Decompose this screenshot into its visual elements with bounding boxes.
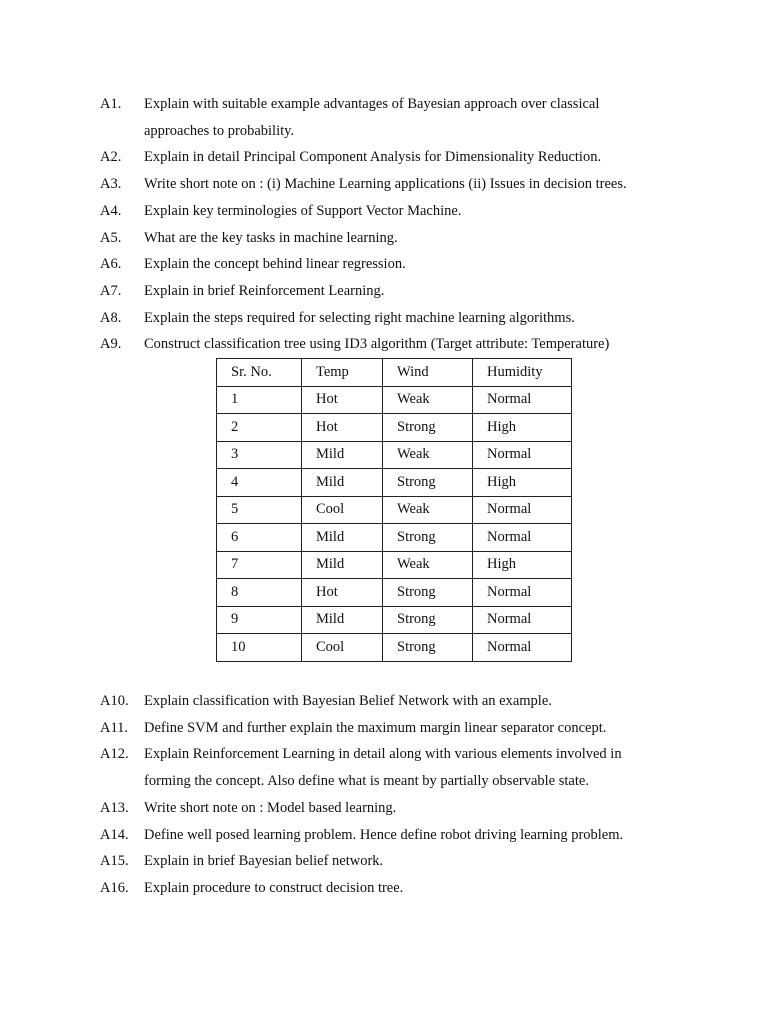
cell-temp: Cool: [302, 634, 383, 662]
cell-sr-no: 6: [217, 524, 302, 552]
table-row: [217, 551, 572, 579]
cell-humidity: High: [473, 414, 572, 442]
question-number: A2.: [100, 149, 122, 166]
question-text: Explain in brief Reinforcement Learning.: [144, 282, 385, 299]
id3-data-table: [216, 358, 572, 662]
cell-humidity: High: [473, 551, 572, 579]
cell-temp: Hot: [302, 386, 383, 414]
table-row: [217, 414, 572, 442]
question-item: [100, 875, 660, 902]
table-row: [217, 634, 572, 662]
table-row: [217, 579, 572, 607]
question-number: A11.: [100, 719, 129, 736]
table-header-row: [217, 359, 572, 387]
question-item: [100, 251, 660, 278]
question-number: A8.: [100, 309, 122, 326]
question-item: [100, 688, 660, 715]
header-temp: Temp: [302, 359, 383, 387]
cell-temp: Mild: [302, 469, 383, 497]
header-wind: Wind: [383, 359, 473, 387]
cell-temp: Hot: [302, 579, 383, 607]
cell-temp: Mild: [302, 551, 383, 579]
cell-wind: Strong: [383, 634, 473, 662]
question-item: [100, 91, 660, 144]
question-number: A5.: [100, 229, 122, 246]
cell-humidity: Normal: [473, 386, 572, 414]
cell-wind: Weak: [383, 496, 473, 524]
question-item: [100, 198, 660, 225]
question-text: What are the key tasks in machine learning.: [144, 229, 398, 246]
question-number: A14.: [100, 826, 129, 843]
cell-sr-no: 1: [217, 386, 302, 414]
question-text: Explain procedure to construct decision tree.: [144, 879, 404, 896]
cell-temp: Mild: [302, 524, 383, 552]
cell-sr-no: 8: [217, 579, 302, 607]
table-row: [217, 496, 572, 524]
question-text: Explain in detail Principal Component Analysis for Dimensionality Reduction.: [144, 149, 602, 166]
question-number: A3.: [100, 176, 122, 193]
cell-wind: Strong: [383, 606, 473, 634]
question-number: A1.: [100, 96, 122, 112]
question-item: [100, 144, 660, 171]
question-item: [100, 278, 660, 305]
cell-humidity: Normal: [473, 606, 572, 634]
question-item: [100, 848, 660, 875]
question-text: Construct classification tree using ID3 algorithm (Target attribute: Temperature): [144, 336, 610, 353]
question-number: A12.: [100, 746, 129, 763]
question-list-bottom: [100, 688, 660, 902]
cell-wind: Strong: [383, 414, 473, 442]
cell-humidity: Normal: [473, 634, 572, 662]
cell-sr-no: 5: [217, 496, 302, 524]
question-number: A4.: [100, 202, 122, 219]
question-item: [100, 741, 660, 794]
cell-wind: Weak: [383, 441, 473, 469]
cell-wind: Weak: [383, 551, 473, 579]
question-number: A15.: [100, 853, 129, 870]
cell-temp: Mild: [302, 441, 383, 469]
cell-temp: Hot: [302, 414, 383, 442]
question-number: A6.: [100, 256, 122, 273]
question-text: Explain Reinforcement Learning in detail along with various elements involved in forming the concept. Also define what is meant by partially observable state.: [144, 746, 622, 790]
cell-wind: Strong: [383, 469, 473, 497]
question-number: A9.: [100, 336, 122, 353]
question-item: [100, 171, 660, 198]
question-number: A7.: [100, 282, 122, 299]
question-text: Explain with suitable example advantages of Bayesian approach over classical approaches to probability.: [144, 96, 600, 139]
question-text: Write short note on : Model based learning.: [144, 799, 397, 816]
question-text: Define well posed learning problem. Hence define robot driving learning problem.: [144, 826, 624, 843]
table-row: [217, 441, 572, 469]
question-number: A16.: [100, 879, 129, 896]
cell-temp: Cool: [302, 496, 383, 524]
cell-humidity: High: [473, 469, 572, 497]
cell-humidity: Normal: [473, 496, 572, 524]
question-list-top: [100, 91, 660, 358]
cell-wind: Strong: [383, 579, 473, 607]
question-item: [100, 795, 660, 822]
cell-wind: Strong: [383, 524, 473, 552]
question-item: [100, 331, 660, 358]
question-item: [100, 715, 660, 742]
cell-sr-no: 10: [217, 634, 302, 662]
table-row: [217, 606, 572, 634]
question-item: [100, 225, 660, 252]
cell-sr-no: 3: [217, 441, 302, 469]
header-humidity: Humidity: [473, 359, 572, 387]
question-number: A13.: [100, 799, 129, 816]
cell-sr-no: 4: [217, 469, 302, 497]
question-text: Define SVM and further explain the maximum margin linear separator concept.: [144, 719, 607, 736]
cell-sr-no: 7: [217, 551, 302, 579]
cell-humidity: Normal: [473, 441, 572, 469]
table-row: [217, 524, 572, 552]
question-item: [100, 822, 660, 849]
header-sr-no: Sr. No.: [217, 359, 302, 387]
cell-humidity: Normal: [473, 524, 572, 552]
table-row: [217, 386, 572, 414]
question-text: Write short note on : (i) Machine Learning applications (ii) Issues in decision trees.: [144, 176, 627, 193]
question-item: [100, 305, 660, 332]
cell-sr-no: 2: [217, 414, 302, 442]
question-text: Explain the concept behind linear regression.: [144, 256, 406, 273]
cell-sr-no: 9: [217, 606, 302, 634]
cell-humidity: Normal: [473, 579, 572, 607]
cell-wind: Weak: [383, 386, 473, 414]
question-text: Explain classification with Bayesian Belief Network with an example.: [144, 693, 552, 709]
question-text: Explain in brief Bayesian belief network.: [144, 853, 384, 870]
cell-temp: Mild: [302, 606, 383, 634]
question-text: Explain the steps required for selecting right machine learning algorithms.: [144, 309, 575, 326]
question-text: Explain key terminologies of Support Vector Machine.: [144, 202, 462, 219]
table-row: [217, 469, 572, 497]
question-number: A10.: [100, 693, 129, 709]
